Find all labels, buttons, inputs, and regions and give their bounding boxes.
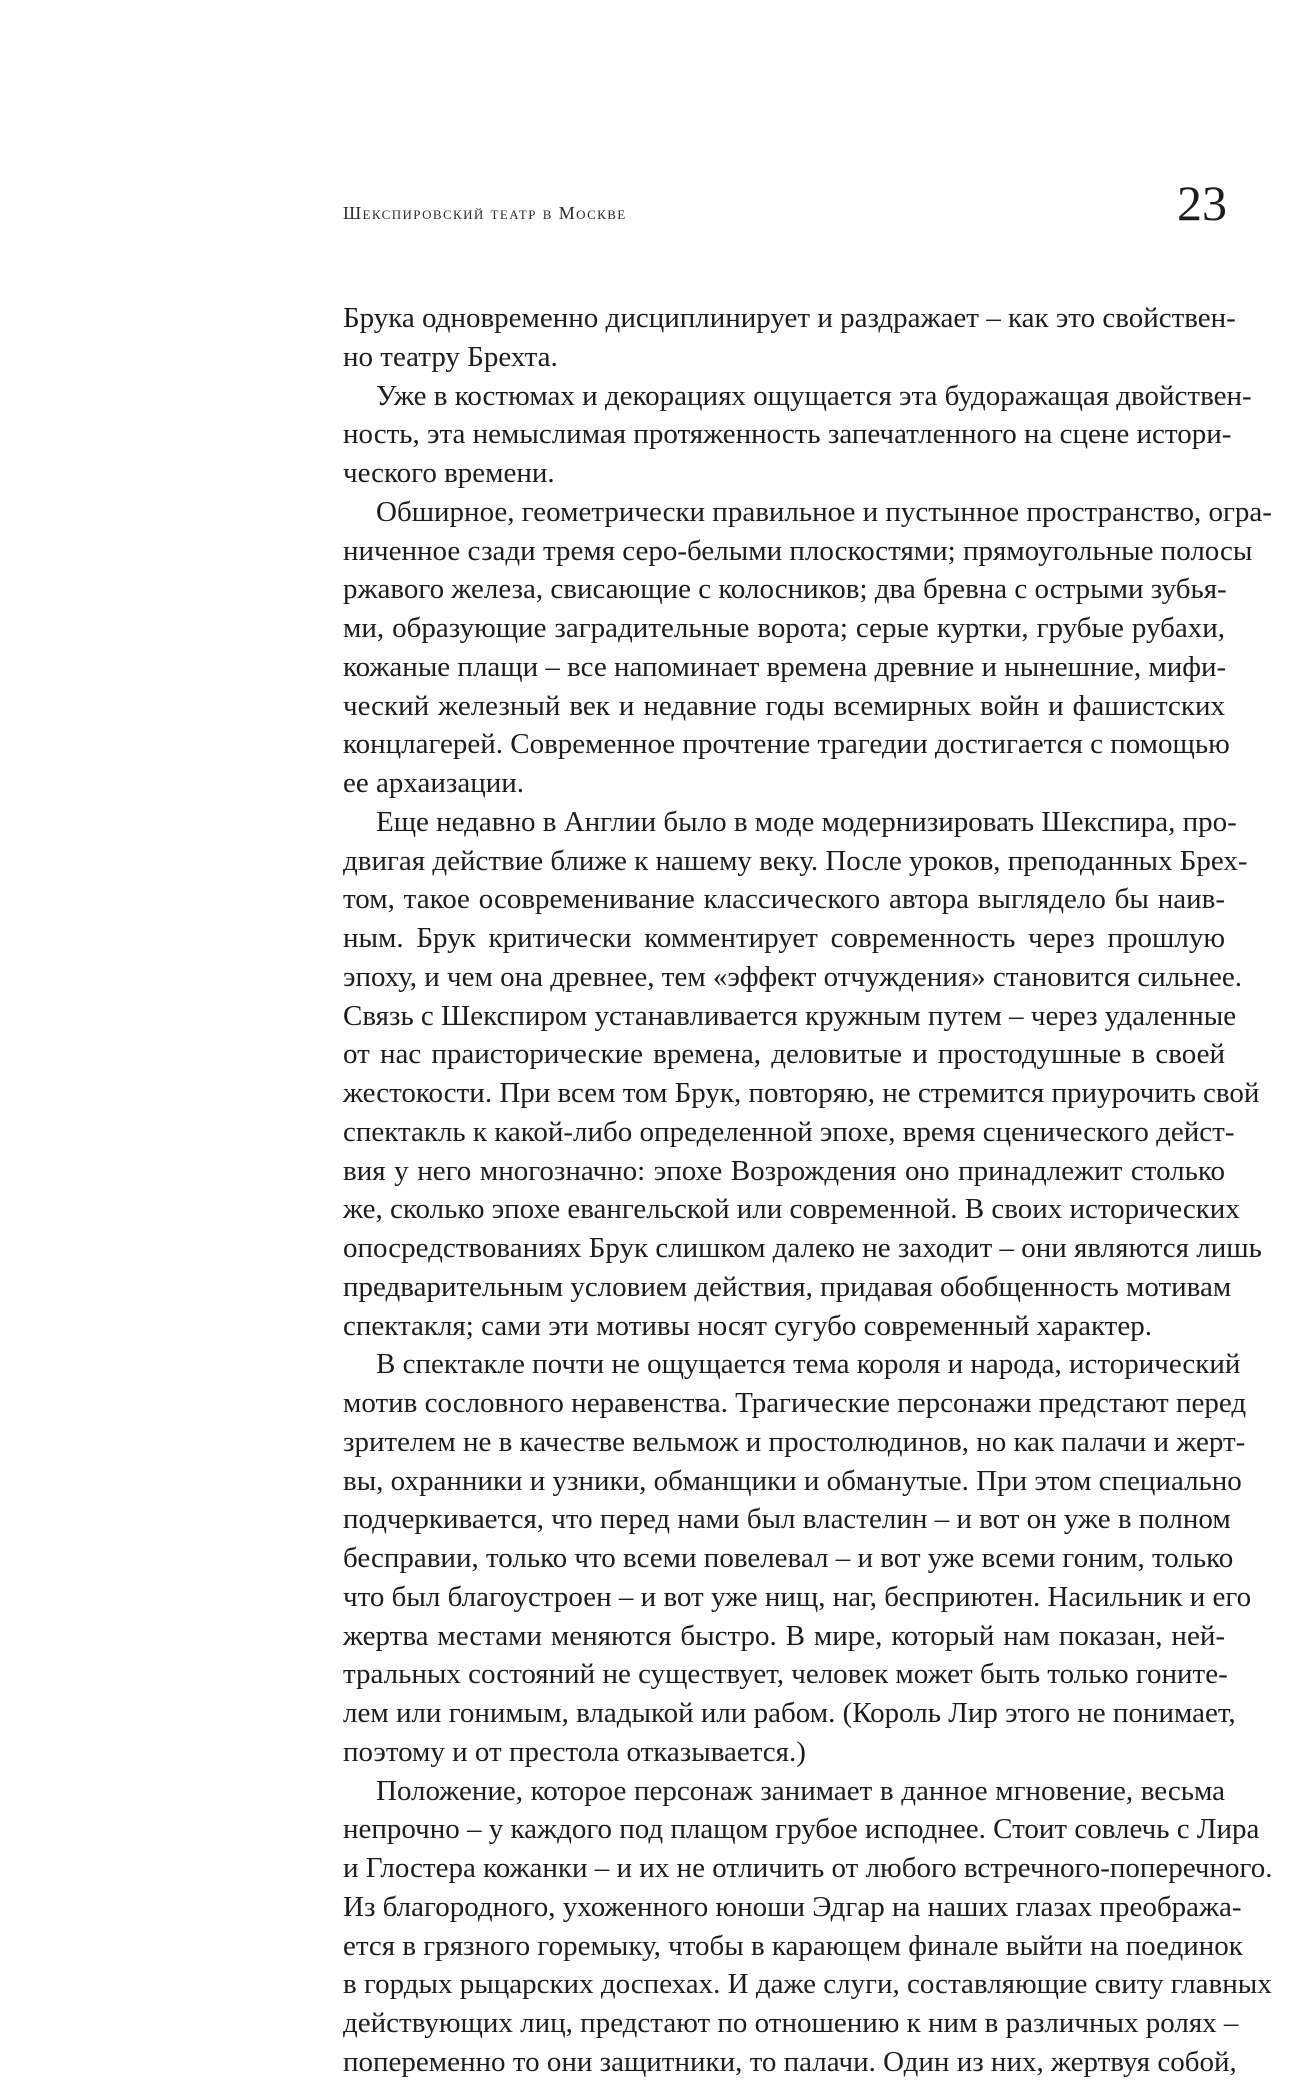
- text-line: от нас праисторические времена, деловитые и простодушные в своей: [343, 1038, 1225, 1071]
- text-line: поэтому и от престола отказывается.): [343, 1735, 806, 1768]
- text-line: бесправии, только что всеми повелевал – и вот уже всеми гоним, только: [343, 1542, 1234, 1574]
- text-line: ческий железный век и недавние годы всемирных войн и фашистских: [343, 689, 1225, 722]
- text-line: жестокости. При всем том Брук, повторяю, не стремится приурочить свой: [343, 1077, 1260, 1109]
- text-line: Брука одновременно дисциплинирует и раздражает – как это свойствен-: [343, 302, 1236, 334]
- text-line: двигая действие ближе к нашему веку. После уроков, преподанных Брех-: [343, 844, 1248, 877]
- text-line: опосредствованиях Брук слишком далеко не заходит – они являются лишь: [343, 1232, 1262, 1264]
- text-line: непрочно – у каждого под плащом грубое исподнее. Стоит совлечь с Лира: [343, 1813, 1260, 1846]
- text-line: но театру Брехта.: [343, 340, 558, 373]
- text-line: действующих лиц, предстают по отношению к ним в различных ролях –: [343, 2007, 1239, 2039]
- text-line: в гордых рыцарских доспехах. И даже слуги, составляющие свиту главных: [343, 1968, 1272, 2001]
- text-line: ческого времени.: [343, 457, 555, 489]
- text-line: мотив сословного неравенства. Трагические персонажи предстают перед: [343, 1387, 1247, 1419]
- text-line: Уже в костюмах и декорациях ощущается эта будоражащая двойствен-: [376, 379, 1252, 412]
- text-line: спектакль к какой-либо определенной эпохе, время сценического дейст-: [343, 1115, 1235, 1148]
- text-line: что был благоустроен – и вот уже нищ, наг, бесприютен. Насильник и его: [343, 1580, 1252, 1613]
- text-line: спектакля; сами эти мотивы носят сугубо современный характер.: [343, 1309, 1152, 1342]
- text-line: вия у него многозначно: эпохе Возрождения оно принадлежит столько: [343, 1154, 1225, 1187]
- text-line: том, такое осовременивание классического автора выглядело бы наив-: [343, 883, 1225, 916]
- text-line: жертва местами меняются быстро. В мире, который нам показан, ней-: [343, 1619, 1225, 1652]
- text-line: ется в грязного горемыку, чтобы в карающем финале выйти на поединок: [343, 1929, 1243, 1962]
- text-line: ее архаизации.: [343, 767, 525, 799]
- text-line: В спектакле почти не ощущается тема короля и народа, исторический: [376, 1348, 1241, 1381]
- text-line: ниченное сзади тремя серо-белыми плоскостями; прямоугольные полосы: [343, 534, 1253, 567]
- body-text: [343, 299, 1273, 2082]
- text-line: ржавого железа, свисающие с колосников; два бревна с острыми зубья-: [343, 573, 1227, 606]
- text-line: ность, эта немыслимая протяженность запечатленного на сцене истори-: [343, 418, 1232, 451]
- text-line: попеременно то они защитники, то палачи. Один из них, жертвуя собой,: [343, 2045, 1237, 2078]
- text-line: ным. Брук критически комментирует современность через прошлую: [343, 922, 1225, 954]
- text-line: и Глостера кожанки – и их не отличить от любого встречного-поперечного.: [343, 1852, 1273, 1884]
- text-line: тральных состояний не существует, человек может быть только гоните-: [343, 1658, 1228, 1691]
- text-line: зрителем не в качестве вельмож и простолюдинов, но как палачи и жерт-: [343, 1425, 1246, 1458]
- page-number: 23: [1177, 175, 1227, 231]
- text-line: Обширное, геометрически правильное и пустынное пространство, огра-: [376, 495, 1272, 528]
- text-line: ми, образующие заградительные ворота; серые куртки, грубые рубахи,: [343, 612, 1225, 644]
- text-line: кожаные плащи – все напоминает времена древние и нынешние, мифи-: [343, 650, 1227, 683]
- text-line: концлагерей. Современное прочтение трагедии достигается с помощью: [343, 728, 1230, 761]
- text-line: Еще недавно в Англии было в моде модернизировать Шекспира, про-: [376, 805, 1237, 838]
- text-line: Связь с Шекспиром устанавливается кружным путем – через удаленные: [343, 999, 1237, 1032]
- text-line: предварительным условием действия, придавая обобщенность мотивам: [343, 1270, 1232, 1303]
- running-head: Шекспировский театр в Москве: [343, 203, 627, 223]
- text-line: Положение, которое персонаж занимает в данное мгновение, весьма: [376, 1774, 1225, 1807]
- text-line: же, сколько эпохе евангельской или современной. В своих исторических: [343, 1193, 1240, 1226]
- text-line: лем или гонимым, владыкой или рабом. (Король Лир этого не понимает,: [343, 1697, 1236, 1729]
- text-line: эпоху, и чем она древнее, тем «эффект отчуждения» становится сильнее.: [343, 960, 1242, 993]
- text-line: подчеркивается, что перед нами был властелин – и вот он уже в полном: [343, 1503, 1231, 1536]
- text-line: Из благородного, ухоженного юноши Эдгар на наших глазах преобража-: [343, 1890, 1242, 1923]
- text-line: вы, охранники и узники, обманщики и обманутые. При этом специально: [343, 1464, 1242, 1497]
